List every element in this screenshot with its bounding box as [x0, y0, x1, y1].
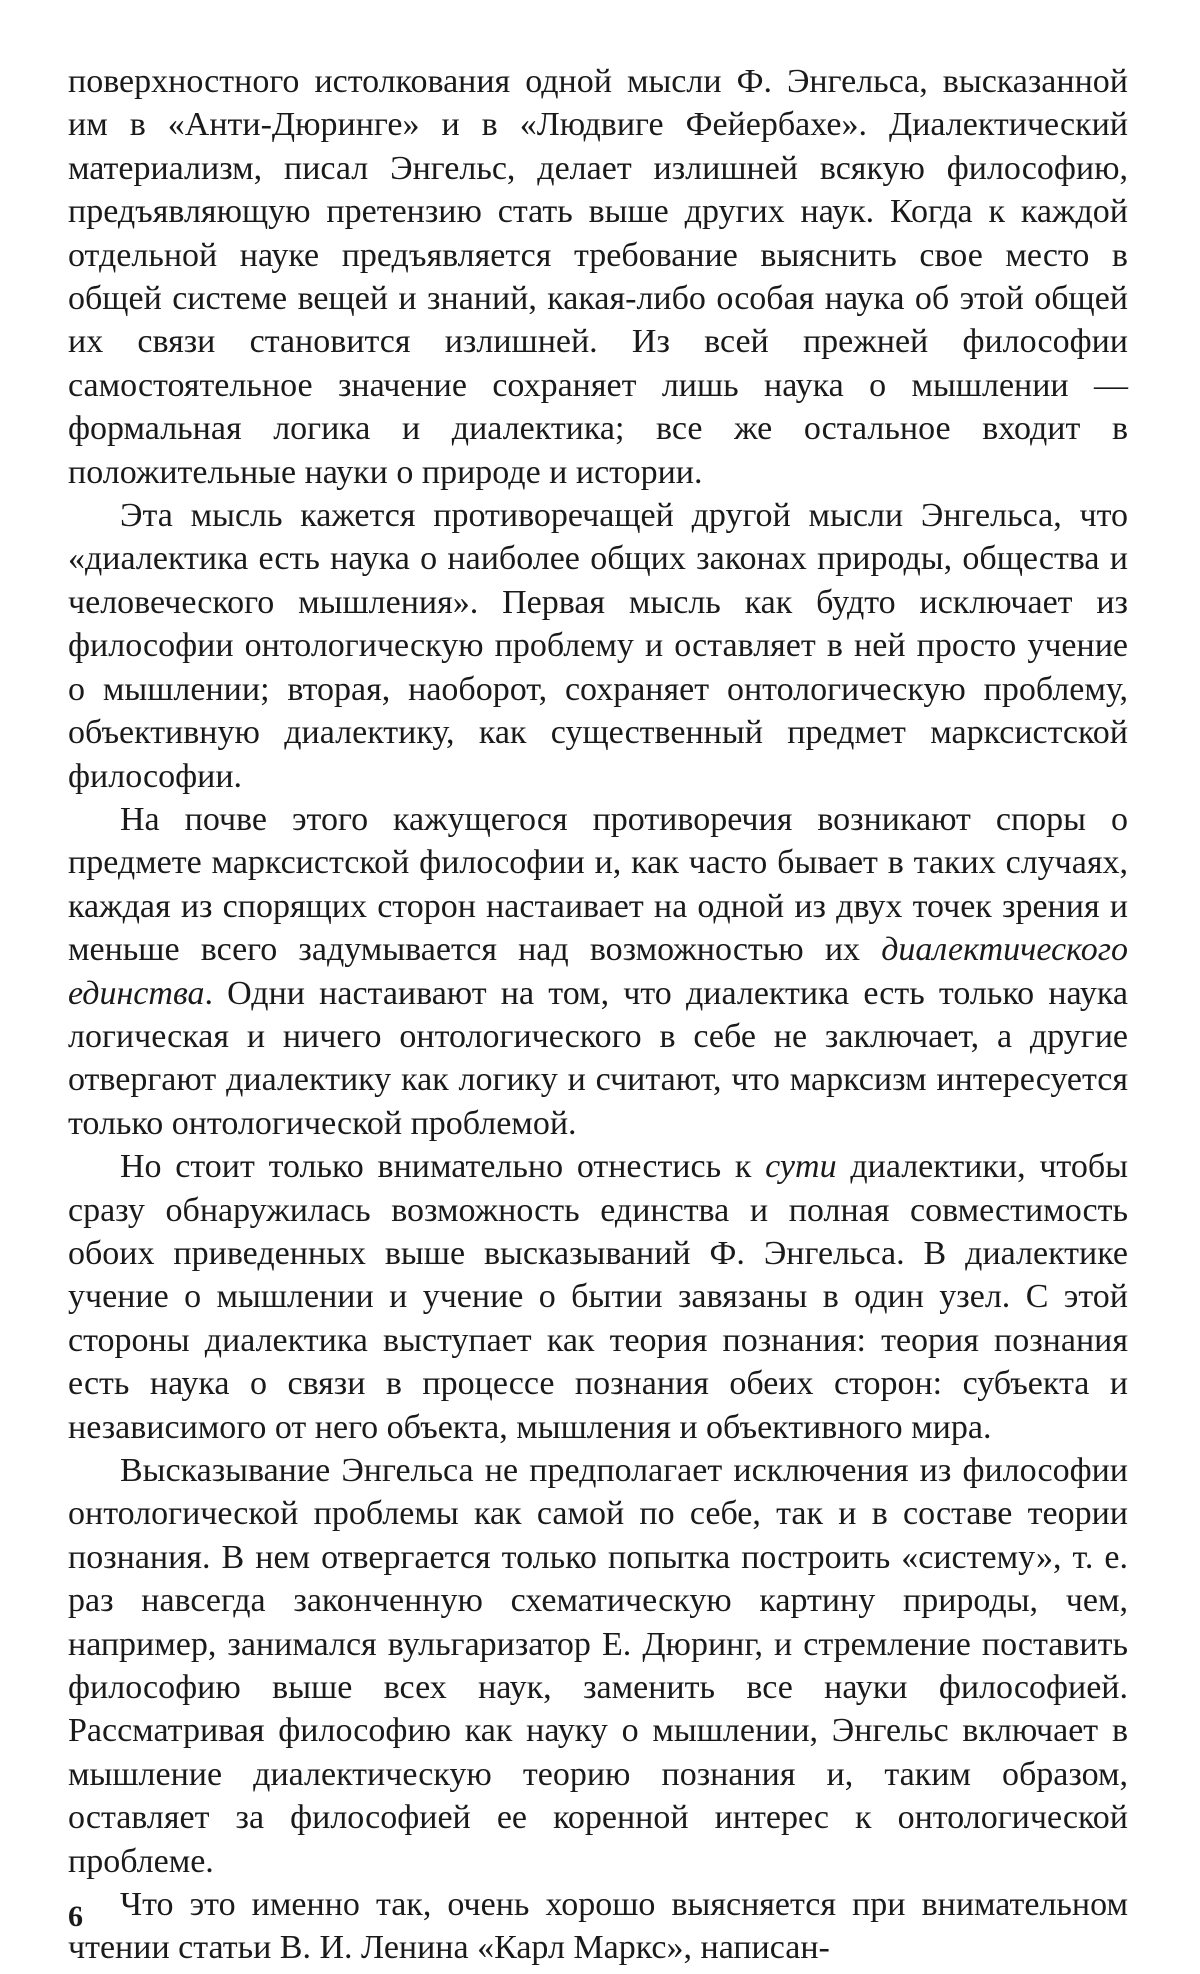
paragraph	[68, 60, 1128, 494]
emphasized-text: сути	[765, 1148, 837, 1186]
paragraph-text: диалектики, чтобы сразу обнаружилась возможность единства и полная совместимость обоих приведенных выше высказываний Ф. Энгельса. В диалектике учение о мышлении и учение о бытии завязаны в один узел. С этой стороны диалектика выступает как теория познания: теория познания есть наука о связи в процессе познания обеих сторон: субъекта и независимого от него объекта, мышления и объективного мира.	[68, 1148, 1128, 1446]
paragraph-text: Что это именно так, очень хорошо выясняется при внимательном чтении статьи В. И. Ленина «Карл Маркс», написан-	[68, 1886, 1128, 1967]
paragraph-text: Но стоит только внимательно отнестись к	[120, 1148, 766, 1186]
page-body	[68, 60, 1128, 1970]
paragraph-text: Высказывание Энгельса не предполагает исключения из философии онтологической проблемы как самой по себе, так и в составе теории познания. В нем отвергается только попытка построить «систему», т. е. раз навсегда законченную схематическую картину природы, чем, например, занимался вульгаризатор Е. Дюринг, и стремление поставить философию выше всех наук, заменить все науки философией. Рассматривая философию как науку о мышлении, Энгельс включает в мышление диалектическую теорию познания и, таким образом, оставляет за философией ее коренной интерес к онтологической проблеме.	[68, 1452, 1128, 1880]
paragraph	[68, 798, 1128, 1145]
paragraph	[68, 494, 1128, 798]
paragraph-text: Эта мысль кажется противоречащей другой мысли Энгельса, что «диалектика есть наука о наиболее общих законах природы, общества и человеческого мышления». Первая мысль как будто исключает из философии онтологическую проблему и оставляет в ней просто учение о мышлении; вторая, наоборот, сохраняет онтологическую проблему, объективную диалектику, как существенный предмет марксистской философии.	[68, 497, 1128, 795]
paragraph-text: На почве этого кажущегося противоречия возникают споры о предмете марксистской философии и, как часто бывает в таких случаях, каждая из спорящих сторон настаивает на одной из двух точек зрения и меньше всего задумывается над возможностью их	[68, 800, 1128, 969]
page-number: 6	[68, 1900, 83, 1933]
paragraph-text: . Одни настаивают на том, что диалектика есть только наука логическая и ничего онтологического в себе не заключает, а другие отвергают диалектику как логику и считают, что марксизм интересуется только онтологической проблемой.	[68, 974, 1128, 1142]
paragraph	[68, 1145, 1128, 1449]
paragraph	[68, 1449, 1128, 1883]
paragraph-text: поверхностного истолкования одной мысли Ф. Энгельса, высказанной им в «Анти-Дюринге» и в «Людвиге Фейербахе». Диалектический материализм, писал Энгельс, делает излишней всякую философию, предъявляющую претензию стать выше других наук. Когда к каждой отдельной науке предъявляется требование выяснить свое место в общей системе вещей и знаний, какая-либо особая наука об этой общей их связи становится излишней. Из всей прежней философии самостоятельное значение сохраняет лишь наука о мышлении — формальная логика и диалектика; все же остальное входит в положительные науки о природе и истории.	[68, 63, 1128, 491]
emphasized-text: диалектического единства	[68, 931, 1128, 1012]
paragraph	[68, 1883, 1128, 1970]
